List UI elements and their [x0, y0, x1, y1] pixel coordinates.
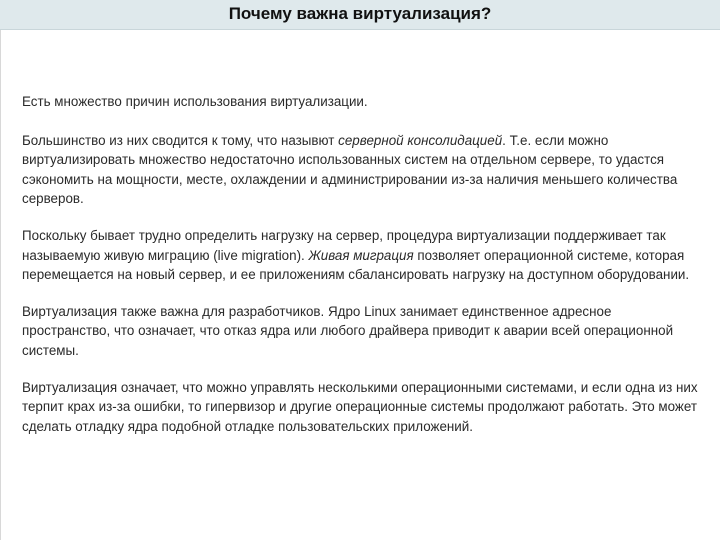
title-bar — [0, 0, 720, 30]
paragraph-2-text-a: Большинство из них сводится к тому, что назывют — [22, 132, 339, 148]
paragraph-5: Виртуализация означает, что можно управлять несколькими операционными системами, и если одна из них терпит крах из-за ошибки, то гипервизор и другие операционные системы продолжают работать. Это может сделать отладку ядра подобной отладке пользовательских приложений. — [22, 379, 698, 434]
paragraph-2-emphasis: серверной консолидацией — [338, 132, 503, 148]
paragraph-2-text-b: . Т.е. если можно виртуализировать множество недостаточно использованных систем на отдельном сервере, то удастся сэкономить на мощности, месте, охлаждении и администрировании из-за наличия меньшего количества серверов. — [22, 132, 678, 207]
left-divider — [0, 30, 1, 540]
paragraph-4: Виртуализация также важна для разработчиков. Ядро Linux занимает единственное адресное пространство, что означает, что отказ ядра или любого драйвера приводит к аварии всей операционной системы. — [22, 303, 674, 358]
slide-body — [22, 92, 702, 453]
paragraph-3-text-a: Поскольку бывает трудно определить нагрузку на сервер, процедура виртуализации поддерживает так называемую живую миграцию (live migration). — [22, 227, 666, 263]
paragraph-3-text-b: позволяет операционной системе, которая перемещается на новый сервер, и ее приложениям сбалансировать нагрузку на доступном оборудовании. — [22, 247, 690, 283]
paragraph-1: Есть множество причин использования виртуализации. — [22, 94, 368, 109]
paragraph-3 — [22, 226, 702, 285]
paragraph-2 — [22, 131, 702, 209]
slide-title: Почему важна виртуализация? — [228, 4, 492, 23]
paragraph-3-emphasis: Живая миграция — [308, 247, 414, 263]
